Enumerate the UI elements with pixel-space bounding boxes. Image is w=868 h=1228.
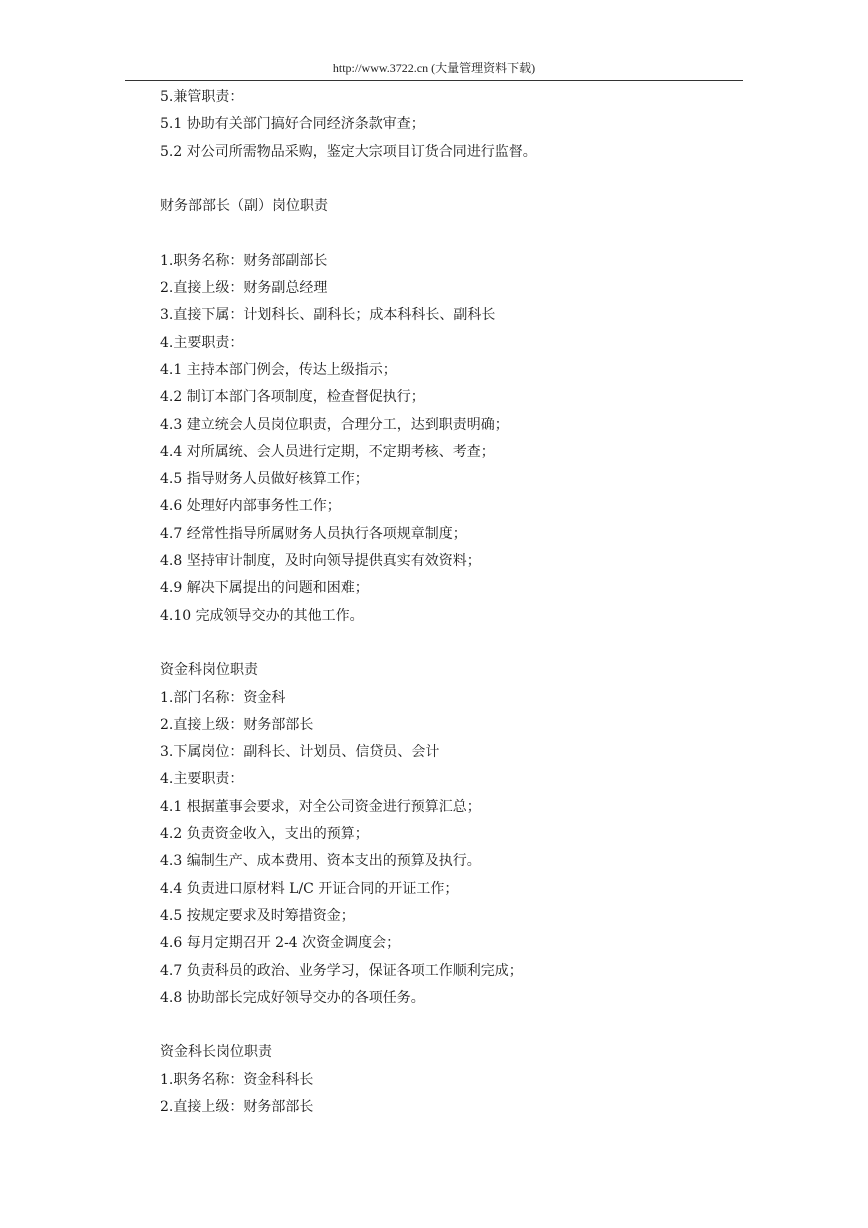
text-line: 4.2 负责资金收入，支出的预算； xyxy=(160,826,369,843)
text-line: 4.1 主持本部门例会，传达上级指示； xyxy=(160,361,397,378)
text-line: 3.直接下属：计划科长、副科长；成本科科长、副科长 xyxy=(160,307,496,324)
text-line: 3.下属岗位：副科长、计划员、信贷员、会计 xyxy=(160,744,440,761)
section-title-funds-chief: 资金科长岗位职责 xyxy=(160,1044,272,1061)
text-line: 2.直接上级：财务副总经理 xyxy=(160,280,328,297)
text-line: 4.3 建立统会人员岗位职责，合理分工，达到职责明确； xyxy=(160,416,509,433)
text-line: 4.1 根据董事会要求，对全公司资金进行预算汇总； xyxy=(160,798,481,815)
text-line: 4.4 负责进口原材料 L/C 开证合同的开证工作； xyxy=(160,880,459,897)
blank-line xyxy=(160,220,760,247)
text-line: 2.直接上级：财务部部长 xyxy=(160,716,314,733)
text-line: 4.6 每月定期召开 2-4 次资金调度会； xyxy=(160,935,401,952)
document-body xyxy=(160,84,760,1121)
text-line: 4.9 解决下属提出的问题和困难； xyxy=(160,580,369,597)
section-title-deputy-director: 财务部部长（副）岗位职责 xyxy=(160,198,328,215)
text-line: 4.4 对所属统、会人员进行定期，不定期考核、考查； xyxy=(160,443,495,460)
text-line: 1.部门名称：资金科 xyxy=(160,689,286,706)
text-line: 4.5 指导财务人员做好核算工作； xyxy=(160,471,369,488)
text-line: 5.兼管职责： xyxy=(160,89,244,105)
text-line: 4.2 制订本部门各项制度，检查督促执行； xyxy=(160,389,425,406)
text-line: 4.8 协助部长完成好领导交办的各项任务。 xyxy=(160,989,425,1006)
header-divider xyxy=(125,80,743,81)
text-line: 5.2 对公司所需物品采购，鉴定大宗项目订货合同进行监督。 xyxy=(160,143,537,160)
blank-line xyxy=(160,1012,760,1039)
text-line: 4.7 负责科员的政治、业务学习，保证各项工作顺利完成； xyxy=(160,962,523,979)
text-line: 4.8 坚持审计制度，及时向领导提供真实有效资料； xyxy=(160,553,481,570)
section-title-funds-dept: 资金科岗位职责 xyxy=(160,662,258,679)
text-line: 4.10 完成领导交办的其他工作。 xyxy=(160,607,364,624)
text-line: 1.职务名称：财务部副部长 xyxy=(160,252,328,269)
text-line: 4.5 按规定要求及时筹措资金； xyxy=(160,907,355,924)
blank-line xyxy=(160,166,760,193)
text-line: 2.直接上级：财务部部长 xyxy=(160,1098,314,1115)
blank-line xyxy=(160,630,760,657)
text-line: 1.职务名称：资金科科长 xyxy=(160,1071,314,1088)
text-line: 5.1 协助有关部门搞好合同经济条款审查； xyxy=(160,116,425,133)
text-line: 4.主要职责： xyxy=(160,771,244,788)
text-line: 4.7 经常性指导所属财务人员执行各项规章制度； xyxy=(160,525,467,542)
page-header-source: http://www.3722.cn (大量管理资料下载) xyxy=(332,61,536,75)
text-line: 4.主要职责： xyxy=(160,334,244,351)
text-line: 4.6 处理好内部事务性工作； xyxy=(160,498,341,515)
text-line: 4.3 编制生产、成本费用、资本支出的预算及执行。 xyxy=(160,853,481,870)
